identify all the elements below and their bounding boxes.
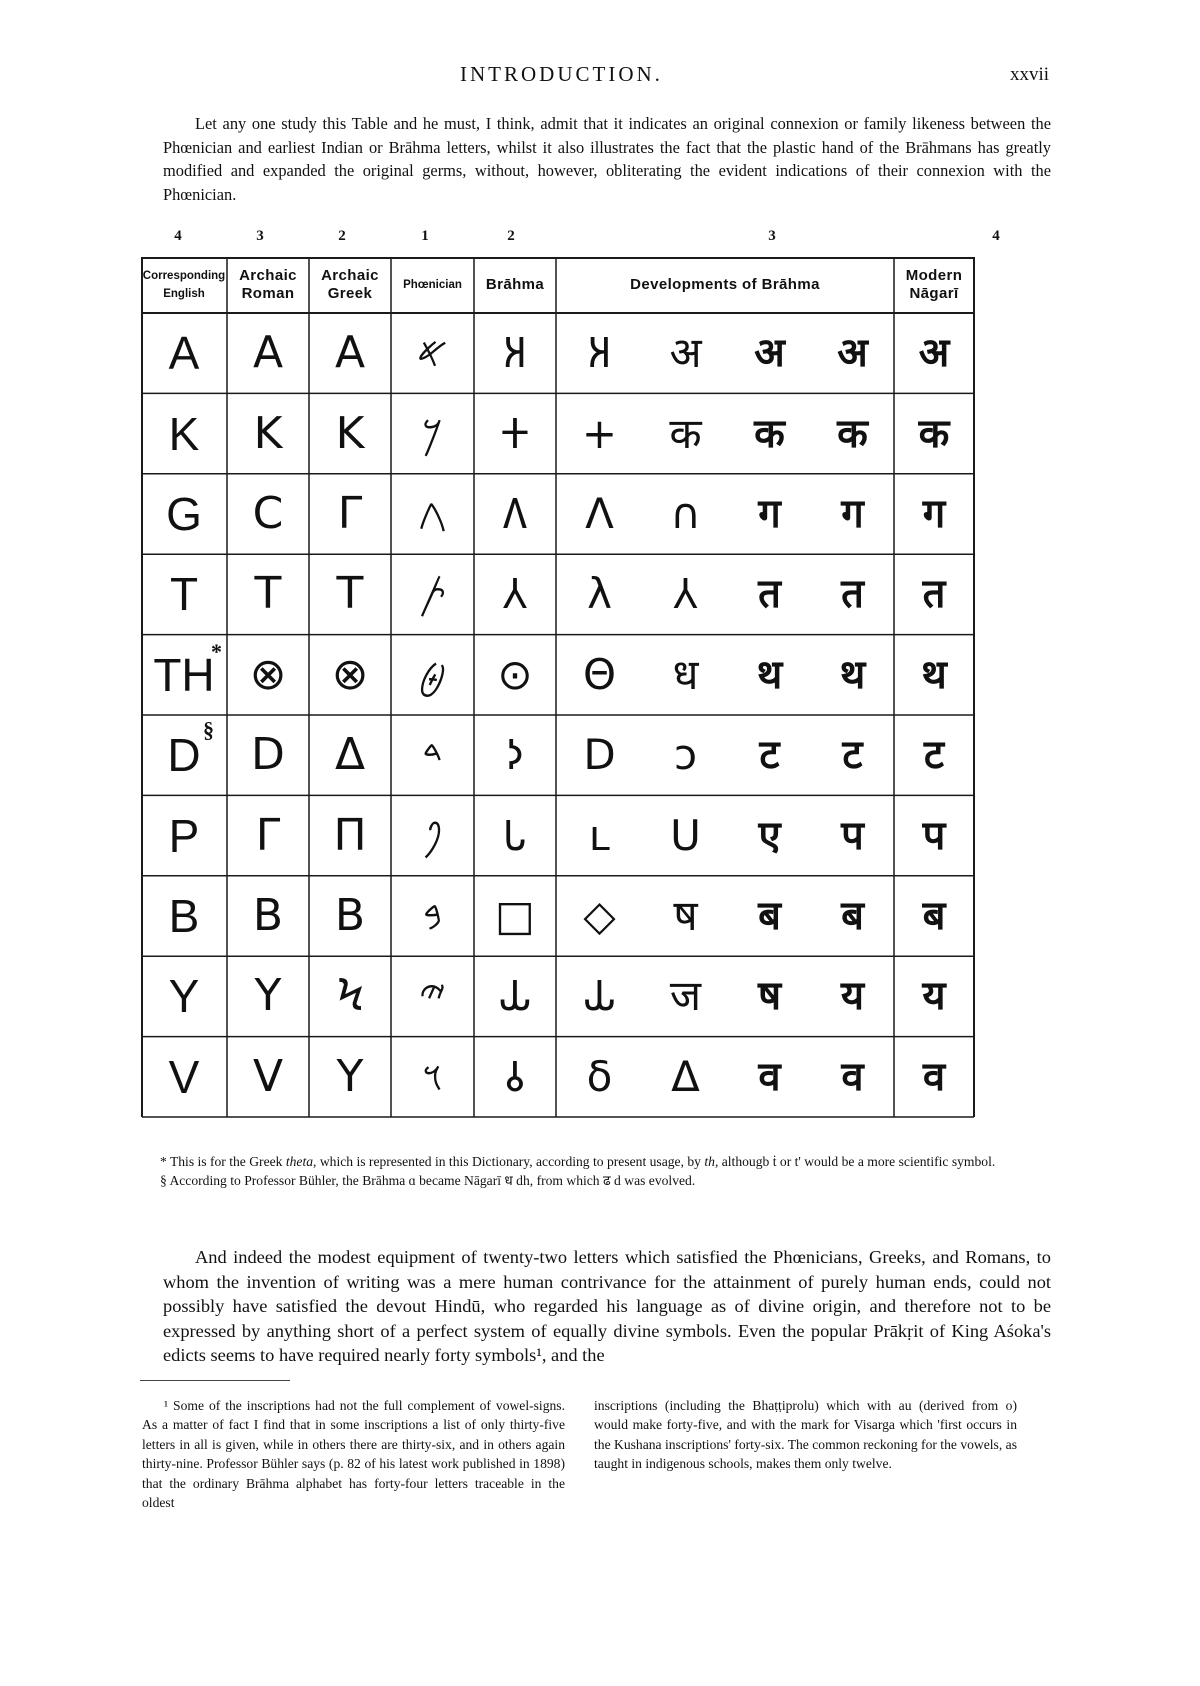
- letter-cell: Y: [336, 1050, 364, 1102]
- letter-cell: K: [253, 407, 283, 459]
- header-english-line2: English: [163, 288, 205, 300]
- letter-cell: अ: [669, 328, 702, 378]
- letter-cell: D: [251, 729, 285, 781]
- letter-cell: य: [840, 973, 865, 1020]
- letter-cell: ⊗: [249, 648, 287, 700]
- letter-cell: B: [334, 889, 366, 941]
- footnote-rule: [140, 1380, 290, 1381]
- header-brahma: Brāhma: [485, 276, 545, 293]
- letter-cell: क: [837, 410, 868, 457]
- letter-cell: T: [169, 568, 199, 621]
- letter-cell: ज: [669, 971, 702, 1021]
- column-numbers: [140, 228, 1060, 250]
- letter-cell: δ: [586, 1051, 613, 1101]
- column-number: 2: [507, 228, 515, 244]
- letter-cell: 𐤉: [419, 971, 446, 1021]
- table-notes: [160, 1152, 1050, 1190]
- buhler-note: § According to Professor Bühler, the Brāhma ɑ became Nāgarī ध dh, from which ढ d was evolved.: [160, 1173, 696, 1188]
- column-number: 3: [768, 228, 776, 244]
- letter-cell: व: [922, 1053, 946, 1100]
- letter-cell: 𐤁: [422, 890, 443, 940]
- header-greek-line2: Greek: [327, 285, 373, 302]
- running-title: INTRODUCTION.: [460, 62, 663, 86]
- letter-cell: ग: [841, 490, 864, 537]
- footnote-left-column: ¹ Some of the inscriptions had not the full complement of vowel-signs. As a matter of fact I find that in some inscriptions a list of only thirty-five letters in all is given, while in others there are thirty-six, and in others again thirty-nine. Professor Bühler says (p. 82 of his latest work published in 1898) that the ordinary Brāhma alphabet has forty-four letters traceable in the oldest: [142, 1398, 565, 1511]
- letter-cell: □: [495, 890, 535, 940]
- column-number: 3: [256, 228, 264, 244]
- letter-cell: 𑀓: [499, 408, 531, 458]
- letter-cell: 𑀢: [672, 569, 699, 619]
- header-nagari: [894, 257, 974, 313]
- letter-cell: ⊗: [331, 648, 369, 700]
- letter-cell: G: [166, 487, 202, 540]
- alphabet-comparison-table: [141, 257, 1045, 1137]
- letter-cell: ɔ: [673, 730, 698, 780]
- letter-cell: 𑀅: [502, 328, 528, 378]
- letter-cell: A: [168, 327, 200, 380]
- letter-cell: B: [168, 889, 200, 942]
- letter-cell: ग: [922, 490, 946, 537]
- letter-cell: V: [168, 1050, 200, 1103]
- letter-cell: 𐤕: [418, 569, 447, 619]
- page-number: xxvii: [1010, 64, 1050, 85]
- letter-cell: ष: [673, 890, 698, 940]
- letter-cell: ब: [922, 892, 946, 939]
- letter-cell: त: [922, 571, 946, 618]
- column-number: 4: [174, 228, 182, 244]
- letter-cell: λ: [587, 569, 612, 619]
- letter-cell: Π: [333, 809, 367, 861]
- letter-cell: 𑀧: [502, 810, 528, 860]
- letter-cell: Θ: [582, 649, 617, 699]
- letter-cell: अ: [837, 330, 868, 377]
- letter-cell: 𐤐: [422, 810, 443, 860]
- letter-cell: A: [252, 327, 284, 379]
- letter-cell: Γ: [255, 809, 281, 861]
- letter-cell: D: [167, 729, 201, 782]
- letter-cell: C: [252, 487, 284, 539]
- letter-cell: K: [168, 407, 200, 460]
- theta-note: * This is for the Greek theta, which is represented in this Dictionary, according to present usage, by th, althougb ṫ or t' would be a more scientific symbol.: [160, 1154, 996, 1169]
- letter-cell: 𑀅: [587, 328, 612, 378]
- letter-cell: TH: [153, 648, 215, 701]
- header-greek: [309, 257, 391, 313]
- footnote-right-column: inscriptions (including the Bhaṭṭiprolu) which with au (derived from o) would make forty-five, and with the mark for Visarga which 'first occurs in the Kushana inscriptions' forty-six. The common reckoning for the vowels, as taught in indigenous schools, makes them only twelve.: [594, 1398, 1017, 1472]
- body-paragraph: And indeed the modest equipment of twenty-two letters which satisfied the Phœnicians, Greeks, and Romans, to whom the invention of writing was a mere human contrivance for the attainment of purely human ends, could not possibly have satisfied the devout Hindū, who regarded his language as of divine origin, and therefore not to be expressed by anything short of a perfect system of equally divine symbols. Even the popular Prākṛit of King Aśoka's edicts seems to have required nearly forty symbols¹, and the: [163, 1247, 1051, 1365]
- letter-cell: 𐤃: [422, 730, 443, 780]
- theta-asterisk-mark: *: [211, 638, 222, 664]
- letter-cell: Y: [254, 970, 282, 1022]
- letter-cell: त: [841, 571, 864, 618]
- header-roman-line2: Roman: [241, 285, 295, 302]
- letter-cell: क: [918, 410, 950, 457]
- letter-cell: ʟ: [588, 810, 611, 860]
- letter-cell: क: [754, 410, 785, 457]
- column-number: 1: [421, 228, 429, 244]
- letter-cell: य: [922, 973, 946, 1020]
- letter-cell: व: [841, 1053, 864, 1100]
- letter-cell: ◇: [583, 890, 616, 940]
- letter-cell: ष: [757, 973, 782, 1020]
- letter-cell: ब: [758, 892, 781, 939]
- header-roman-line1: Archaic: [239, 267, 297, 284]
- letter-cell: 𐤅: [422, 1051, 443, 1101]
- letter-cell: 𐤀: [416, 328, 449, 378]
- letter-cell: 𐤂: [417, 488, 448, 538]
- letter-cell: P: [168, 809, 200, 862]
- letter-cell: प: [841, 812, 864, 859]
- letter-cell: 𑀤: [505, 730, 525, 780]
- letter-cell: त: [758, 571, 781, 618]
- letter-cell: थ: [839, 651, 866, 698]
- letter-cell: 𑀬: [582, 971, 617, 1021]
- header-english-line1: Corresponding: [142, 270, 226, 282]
- letter-cell: T: [254, 568, 282, 620]
- letter-cell: D: [583, 730, 616, 780]
- letter-cell: 𑀯: [504, 1051, 526, 1101]
- letter-cell: ⊙: [497, 649, 533, 699]
- letter-cell: Y: [168, 970, 200, 1023]
- letter-cell: व: [758, 1053, 781, 1100]
- d-section-mark: §: [203, 717, 214, 742]
- letter-cell: ट: [923, 732, 945, 779]
- column-number: 4: [992, 228, 1000, 244]
- letter-cell: क: [669, 408, 702, 458]
- header-developments: Developments of Brāhma: [630, 276, 820, 293]
- letter-cell: ट: [759, 732, 780, 779]
- letter-cell: ए: [758, 812, 781, 859]
- header-phoenician: Phœnician: [403, 279, 462, 291]
- letter-cell: A: [334, 327, 366, 379]
- intro-paragraph: Let any one study this Table and he must, I think, admit that it indicates an original connexion or family likeness between the Phœnician and earliest Indian or Brāhma letters, whilst it also illustrates the fact that the plastic hand of the Brāhmans has greatly modified and expanded the original germs, without, however, obliterating the evident indications of their connexion with the Phœnician.: [163, 114, 1051, 204]
- letter-cell: T: [336, 568, 364, 620]
- letter-cell: V: [252, 1050, 284, 1102]
- header-nagari-line2: Nāgarī: [909, 285, 959, 302]
- letter-cell: ध: [672, 649, 699, 699]
- letter-cell: ब: [841, 892, 864, 939]
- letter-cell: ट: [842, 732, 863, 779]
- letter-cell: 𐤈: [418, 649, 447, 699]
- letter-cell: Δ: [334, 729, 366, 781]
- letter-cell: B: [252, 889, 284, 941]
- letter-cell: 𑀬: [498, 971, 532, 1021]
- letter-cell: थ: [756, 651, 783, 698]
- letter-cell: ग: [758, 490, 781, 537]
- letter-cell: Δ: [671, 1051, 700, 1101]
- running-head: [0, 62, 1200, 92]
- letter-cell: Ϟ: [335, 970, 365, 1022]
- header-english: [141, 257, 227, 313]
- column-number: 2: [338, 228, 346, 244]
- header-nagari-line1: Modern: [905, 267, 963, 284]
- letter-cell: अ: [918, 330, 950, 377]
- letter-cell: Γ: [337, 487, 363, 539]
- letter-cell: 𑀢: [501, 569, 529, 619]
- letter-cell: 𑀕: [501, 488, 529, 538]
- letter-cell: U: [670, 810, 701, 860]
- header-greek-line1: Archaic: [321, 267, 379, 284]
- letter-cell: 𐤊: [421, 408, 443, 458]
- letter-cell: प: [922, 812, 946, 859]
- letter-cell: +: [581, 408, 618, 458]
- header-roman: [227, 257, 309, 313]
- letter-cell: थ: [921, 651, 947, 698]
- letter-cell: अ: [754, 330, 785, 377]
- letter-cell: Λ: [585, 488, 614, 538]
- letter-cell: ∩: [670, 488, 701, 538]
- letter-cell: K: [335, 407, 365, 459]
